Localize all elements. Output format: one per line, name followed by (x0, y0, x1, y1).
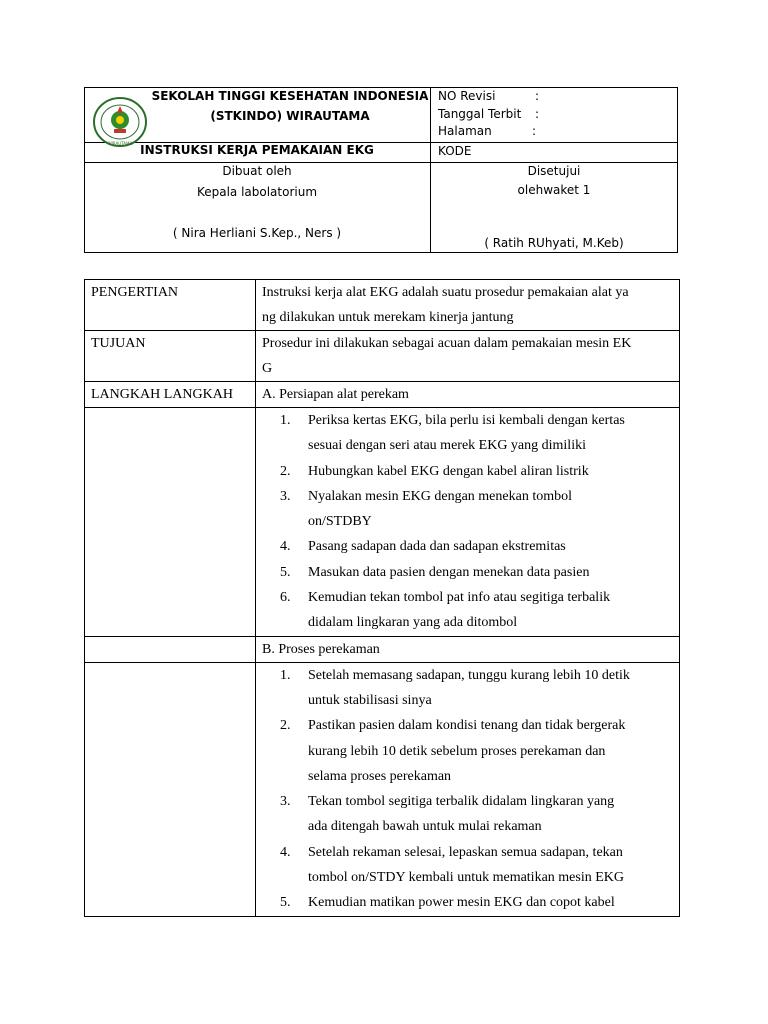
table-row-tujuan (85, 331, 680, 382)
step-text-line: didalam lingkaran yang ada ditombol (308, 615, 518, 631)
approved-by-label: Disetujui (527, 164, 581, 178)
langkah-label: LANGKAH LANGKAH (91, 387, 233, 402)
step-text-line: Kemudian matikan power mesin EKG dan copot kabel (308, 895, 615, 911)
langkah-label-cell (85, 382, 256, 408)
section-a-steps-cell (256, 408, 680, 637)
empty-label-cell-a (85, 408, 256, 637)
approved-by-name: ( Ratih RUhyati, M.Keb) (484, 236, 624, 250)
step-text-line: untuk stabilisasi sinya (308, 692, 432, 708)
step-number: 2. (280, 718, 291, 734)
step-number: 4. (280, 539, 291, 555)
list-item (280, 890, 679, 915)
step-text-line: Masukan data pasien dengan menekan data pasien (308, 564, 590, 580)
step-text-line: Kemudian tekan tombol pat info atau segitiga terbalik (308, 590, 611, 606)
table-row-pengertian (85, 280, 680, 331)
step-number: 3. (280, 488, 291, 504)
step-text-line: ada ditengah bawah untuk mulai rekaman (308, 819, 542, 835)
tanggal-terbit-colon: : (535, 107, 540, 121)
school-logo-icon (92, 96, 148, 148)
made-by-role: Kepala labolatorium (196, 185, 318, 199)
step-number: 5. (280, 564, 291, 580)
section-a-heading-cell (256, 382, 680, 408)
made-by-label: Dibuat oleh (222, 164, 292, 178)
section-b-heading-cell (256, 636, 680, 662)
list-item (280, 408, 679, 459)
table-row-langkah-a-heading (85, 382, 680, 408)
list-item (280, 459, 679, 484)
pengertian-content-cell (256, 280, 680, 331)
pengertian-label-cell (85, 280, 256, 331)
step-text-line: Hubungkan kabel EKG dengan kabel aliran listrik (308, 463, 589, 479)
table-row-langkah-b-steps (85, 662, 680, 916)
halaman-colon: : (532, 124, 537, 138)
tanggal-terbit-label: Tanggal Terbit (438, 107, 522, 121)
header-divider-2 (84, 162, 678, 163)
procedure-table (84, 279, 680, 917)
made-by-name: ( Nira Herliani S.Kep., Ners ) (172, 226, 342, 240)
step-number: 1. (280, 667, 291, 683)
pengertian-line1: Instruksi kerja alat EKG adalah suatu prosedur pemakaian alat ya (262, 285, 629, 300)
step-number: 3. (280, 794, 291, 810)
step-text-line: Nyalakan mesin EKG dengan menekan tombol (308, 488, 572, 504)
table-row-langkah-a-steps (85, 408, 680, 637)
school-name-line2: (STKINDO) WIRAUTAMA (210, 109, 370, 123)
revisi-colon: : (535, 89, 540, 103)
tujuan-label: TUJUAN (91, 336, 146, 351)
step-text-line: on/STDBY (308, 514, 372, 530)
step-text-line: sesuai dengan seri atau merek EKG yang dimiliki (308, 438, 586, 454)
step-text-line: selama proses perekaman (308, 768, 452, 784)
pengertian-line2: ng dilakukan untuk merekam kinerja jantung (262, 310, 514, 325)
tujuan-line1: Prosedur ini dilakukan sebagai acuan dalam pemakaian mesin EK (262, 336, 632, 351)
section-b-heading: B. Proses perekaman (262, 641, 380, 657)
document-title: INSTRUKSI KERJA PEMAKAIAN EKG (140, 143, 374, 157)
step-text-line: Pastikan pasien dalam kondisi tenang dan tidak bergerak (308, 718, 626, 734)
step-text-line: Periksa kertas EKG, bila perlu isi kembali dengan kertas (308, 413, 625, 428)
empty-label-cell-b (85, 662, 256, 916)
list-item (280, 663, 679, 714)
step-number: 4. (280, 844, 291, 860)
table-row-langkah-b-heading (85, 636, 680, 662)
list-item (280, 560, 679, 585)
approved-by-role: olehwaket 1 (517, 183, 591, 197)
revisi-label: NO Revisi (438, 89, 496, 103)
list-item (280, 840, 679, 891)
empty-label-cell-b-heading (85, 636, 256, 662)
section-a-steps-list (256, 408, 679, 636)
kode-label: KODE (438, 144, 472, 158)
halaman-label: Halaman (438, 124, 492, 138)
step-text-line: Setelah rekaman selesai, lepaskan semua sadapan, tekan (308, 844, 623, 860)
pengertian-label: PENGERTIAN (91, 285, 179, 300)
svg-text:WIRAUTAMA: WIRAUTAMA (107, 141, 133, 146)
tujuan-label-cell (85, 331, 256, 382)
step-text-line: Setelah memasang sadapan, tunggu kurang lebih 10 detik (308, 667, 630, 683)
step-text-line: Pasang sadapan dada dan sadapan ekstremitas (308, 539, 566, 555)
list-item (280, 484, 679, 535)
section-a-heading: A. Persiapan alat perekam (262, 387, 409, 402)
tujuan-content-cell (256, 331, 680, 382)
section-b-steps-cell (256, 662, 680, 916)
step-text-line: tombol on/STDY kembali untuk mematikan mesin EKG (308, 870, 624, 886)
tujuan-line2: G (262, 361, 273, 376)
step-number: 1. (280, 413, 291, 428)
list-item (280, 585, 679, 636)
step-text-line: kurang lebih 10 detik sebelum proses perekaman dan (308, 743, 606, 759)
step-text-line: Tekan tombol segitiga terbalik didalam lingkaran yang (308, 794, 615, 810)
list-item (280, 534, 679, 559)
section-b-steps-list (256, 663, 679, 916)
list-item (280, 713, 679, 789)
step-number: 2. (280, 463, 291, 479)
step-number: 5. (280, 895, 291, 911)
school-name-line1: SEKOLAH TINGGI KESEHATAN INDONESIA (151, 89, 429, 103)
list-item (280, 789, 679, 840)
step-number: 6. (280, 590, 291, 606)
